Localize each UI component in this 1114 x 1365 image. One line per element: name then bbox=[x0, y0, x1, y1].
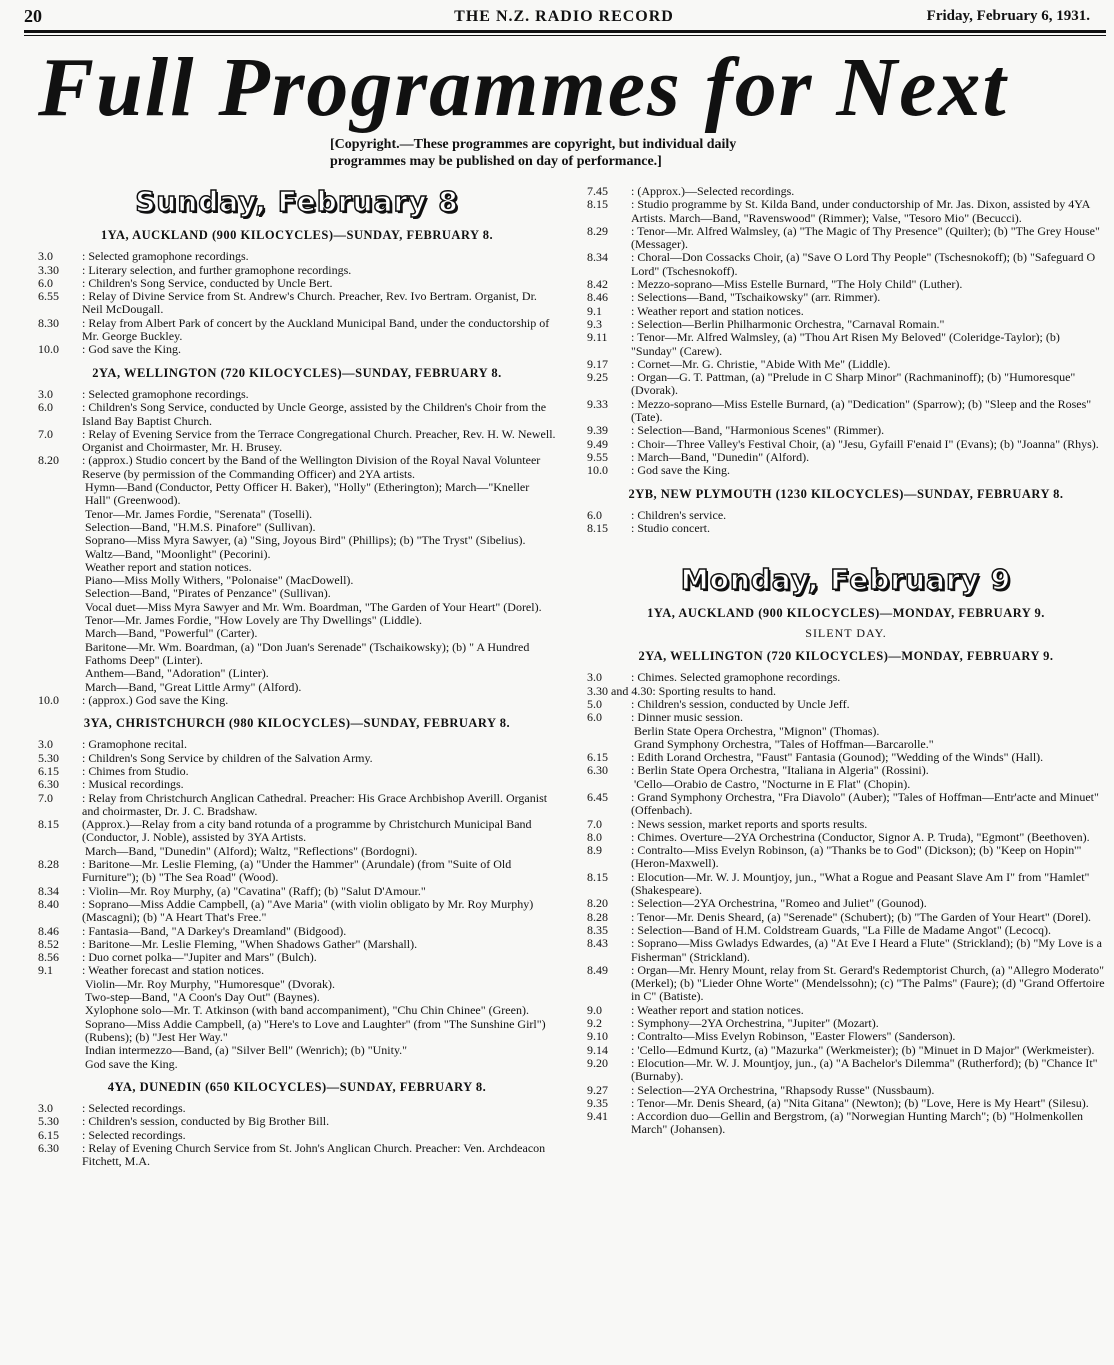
program-item bbox=[38, 951, 556, 964]
program-text: Waltz—Band, "Moonlight" (Pecorini). bbox=[85, 546, 271, 561]
program-text: Tenor—Mr. James Fordie, "Serenata" (Toselli). bbox=[85, 506, 313, 521]
program-item bbox=[38, 250, 556, 263]
program-text: Soprano—Miss Myra Sawyer, (a) "Sing, Joyous Bird" (Phillips); (b) "The Tryst" (Sibelius). bbox=[85, 533, 526, 548]
program-text: : Musical recordings. bbox=[82, 777, 184, 792]
program-text: : Chimes. Overture—2YA Orchestrina (Conductor, Signor A. P. Truda), "Egmont" (Beethoven). bbox=[631, 829, 1090, 844]
program-time: 8.15 bbox=[587, 197, 608, 212]
program-time: 3.0 bbox=[587, 670, 602, 685]
program-item bbox=[587, 751, 1105, 764]
program-text: : Children's Song Service, conducted by Uncle George, assisted by the Children's Choir from the Island Bay Baptist Church. bbox=[82, 400, 547, 428]
program-time: 8.15 bbox=[587, 521, 608, 536]
program-item bbox=[587, 1084, 1105, 1097]
program-item bbox=[587, 1110, 1105, 1137]
program-item bbox=[587, 1044, 1105, 1057]
program-time: 9.27 bbox=[587, 1082, 608, 1097]
program-item bbox=[38, 641, 556, 668]
program-time: 6.0 bbox=[587, 507, 602, 522]
program-time: 9.1 bbox=[587, 303, 602, 318]
program-text: March—Band, "Great Little Army" (Alford). bbox=[85, 679, 302, 694]
program-text: : Selection—2YA Orchestrina, "Rhapsody Russe" (Nussbaum). bbox=[631, 1082, 935, 1097]
station-heading: 1YA, AUCKLAND (900 KILOCYCLES)—SUNDAY, FEBRUARY 8. bbox=[100, 228, 494, 242]
program-item bbox=[587, 1030, 1105, 1043]
program-time: 6.0 bbox=[38, 275, 53, 290]
program-text: : Contralto—Miss Evelyn Robinson, (a) "Thanks be to God" (Dickson); (b) "Keep on Hopin'" (Heron-Maxwell). bbox=[631, 843, 1082, 871]
program-item bbox=[587, 831, 1105, 844]
program-time: 8.0 bbox=[587, 829, 602, 844]
program-time: 8.46 bbox=[38, 923, 59, 938]
program-time: 6.0 bbox=[587, 710, 602, 725]
issue-date: Friday, February 6, 1931. bbox=[926, 8, 1090, 24]
program-item bbox=[38, 401, 556, 428]
program-text: : Selected gramophone recordings. bbox=[82, 386, 249, 401]
program-item bbox=[38, 1115, 556, 1128]
program-item bbox=[38, 481, 556, 508]
program-time: 8.34 bbox=[587, 250, 608, 265]
program-text: : Symphony—2YA Orchestrina, "Jupiter" (Mozart). bbox=[631, 1016, 879, 1031]
program-time: 6.30 bbox=[38, 1141, 59, 1155]
program-item bbox=[587, 1004, 1105, 1017]
program-time: 8.34 bbox=[38, 883, 59, 898]
program-item bbox=[38, 964, 556, 977]
program-list bbox=[38, 738, 556, 1070]
program-text: : Studio concert. bbox=[631, 521, 710, 536]
program-text: Weather report and station notices. bbox=[85, 559, 252, 574]
program-item bbox=[587, 331, 1105, 358]
program-time: 8.46 bbox=[587, 290, 608, 305]
program-text: : Children's Song Service by children of the Salvation Army. bbox=[82, 750, 373, 765]
program-item bbox=[38, 627, 556, 640]
program-time: 8.56 bbox=[38, 950, 59, 965]
program-text: : Mezzo-soprano—Miss Estelle Burnard, "The Holy Child" (Luther). bbox=[631, 277, 963, 292]
program-text: Tenor—Mr. James Fordie, "How Lovely are Thy Dwellings" (Liddle). bbox=[85, 613, 423, 628]
program-item bbox=[38, 601, 556, 614]
program-time: 9.33 bbox=[587, 396, 608, 411]
right-column bbox=[587, 185, 1105, 1137]
day-heading-sunday: Sunday, February 8 bbox=[135, 185, 459, 218]
program-item bbox=[38, 1102, 556, 1115]
program-item bbox=[38, 818, 556, 845]
program-item bbox=[587, 698, 1105, 711]
program-text: : Dinner music session. bbox=[631, 710, 743, 725]
program-time: 6.55 bbox=[38, 289, 59, 304]
program-item bbox=[38, 534, 556, 547]
program-text: : Children's service. bbox=[631, 507, 727, 522]
station-heading: 4YA, DUNEDIN (650 KILOCYCLES)—SUNDAY, FEBRUARY 8. bbox=[107, 1079, 487, 1094]
program-item bbox=[38, 508, 556, 521]
program-item bbox=[587, 1017, 1105, 1030]
program-text: Xylophone solo—Mr. T. Atkinson (with band accompaniment), "Chu Chin Chinee" (Green). bbox=[85, 1003, 529, 1018]
program-item bbox=[587, 844, 1105, 871]
program-time: 6.30 bbox=[587, 763, 608, 778]
program-text: : Duo cornet polka—"Jupiter and Mars" (Bulch). bbox=[82, 950, 317, 965]
program-text: : Soprano—Miss Gwladys Edwardes, (a) "At Eve I Heard a Flute" (Strickland); (b) "My Love is a Fisherman" (Strickland). bbox=[631, 936, 1102, 964]
program-item bbox=[38, 1004, 556, 1017]
program-text: : Choral—Don Cossacks Choir, (a) "Save O Lord Thy People" (Tschesnokoff); (b) "Safeguard O Lord" (Tschesnokoff). bbox=[631, 250, 1096, 278]
program-text: : Violin—Mr. Roy Murphy, (a) "Cavatina" (Raff); (b) "Salut D'Amour." bbox=[82, 883, 426, 898]
program-text: : Gramophone recital. bbox=[82, 737, 187, 752]
program-item bbox=[587, 251, 1105, 278]
program-item bbox=[587, 451, 1105, 464]
station-heading: 2YA, WELLINGTON (720 KILOCYCLES)—SUNDAY, FEBRUARY 8. bbox=[92, 365, 502, 380]
program-text: Grand Symphony Orchestra, "Tales of Hoffman—Barcarolle." bbox=[634, 736, 934, 751]
day-heading-monday: Monday, February 9 bbox=[680, 563, 1012, 597]
program-text: : Accordion duo—Gellin and Bergstrom, (a) "Norwegian Hunting March"; (b) "Holmenkollen March" (Johansen). bbox=[631, 1109, 1084, 1137]
program-text: : News session, market reports and sports results. bbox=[631, 816, 868, 831]
program-item bbox=[38, 938, 556, 951]
program-text: : Tenor—Mr. Alfred Walmsley, (a) "Thou Art Risen My Beloved" (Coleridge-Taylor); (b) "Sunday" (Carew). bbox=[631, 330, 1060, 358]
program-text: : Selection—Band, "Harmonious Scenes" (Rimmer). bbox=[631, 423, 885, 438]
program-item bbox=[587, 671, 1105, 684]
program-time: 8.49 bbox=[587, 962, 608, 977]
program-text: : Grand Symphony Orchestra, "Fra Diavolo" (Auber); "Tales of Hoffman—Entr'acte and Minuet" (Offenbach). bbox=[631, 789, 1099, 818]
program-time: 9.2 bbox=[587, 1016, 602, 1031]
program-text: : God save the King. bbox=[82, 342, 181, 357]
program-time: 8.15 bbox=[587, 869, 608, 884]
program-text: : Selected recordings. bbox=[82, 1127, 186, 1142]
program-item bbox=[587, 438, 1105, 451]
header-rule bbox=[24, 30, 1106, 33]
program-text: : Berlin State Opera Orchestra, "Italiana in Algeria" (Rossini). bbox=[631, 763, 929, 778]
program-text: 'Cello—Orabio de Castro, "Nocturne in E Flat" (Chopin). bbox=[634, 776, 911, 791]
program-text: (Approx.)—Relay from a city band rotunda of a programme by Christchurch Municipal Band (Conductor, J. Noble), assisted by 3YA Artists. bbox=[82, 817, 532, 845]
program-item bbox=[587, 424, 1105, 437]
program-time: 8.30 bbox=[38, 315, 59, 330]
program-item bbox=[38, 858, 556, 885]
program-text: : Cornet—Mr. G. Christie, "Abide With Me" (Liddle). bbox=[631, 356, 891, 371]
program-text: : Choir—Three Valley's Festival Choir, (a) "Jesu, Gyfaill F'enaid I" (Evans); (b) "Joanna" (Rhys). bbox=[631, 436, 1099, 451]
program-time: 8.20 bbox=[587, 896, 608, 911]
program-text: : Organ—Mr. Henry Mount, relay from St. Gerard's Redemptorist Church, (a) "Allegro Moderato" (Merkel); (b) "Lieder Ohne Worte" (Mendelssohn); (c) "The Palms" (Faure); (d) "Grand Offertoire in C" (Batiste). bbox=[631, 962, 1105, 1004]
program-text: : March—Band, "Dunedin" (Alford). bbox=[631, 449, 810, 464]
program-time: 6.0 bbox=[38, 400, 53, 415]
program-text: : (approx.) Studio concert by the Band of the Wellington Division of the Royal Naval Volunteer Reserve (by permission of the Commanding Officer) and 2YA artists. bbox=[82, 453, 541, 481]
program-item bbox=[38, 388, 556, 401]
program-item bbox=[38, 264, 556, 277]
program-text: : (Approx.)—Selected recordings. bbox=[631, 184, 795, 198]
program-list bbox=[38, 250, 556, 356]
program-time: 9.0 bbox=[587, 1002, 602, 1017]
copyright-notice: [Copyright.—These programmes are copyright, but individual daily programmes may be published on day of performance.] bbox=[330, 137, 737, 169]
program-item bbox=[587, 685, 1105, 698]
program-item bbox=[587, 764, 1105, 777]
page-header bbox=[24, 6, 1104, 30]
program-time: 7.45 bbox=[587, 184, 608, 198]
program-text: : Relay of Evening Church Service from St. John's Anglican Church. Preacher: Ven. Archdeacon Fitchett, M.A. bbox=[82, 1141, 546, 1169]
program-text: : Children's session, conducted by Uncle Jeff. bbox=[631, 696, 850, 711]
program-item bbox=[38, 343, 556, 356]
program-text: Selection—Band, "H.M.S. Pinafore" (Sullivan). bbox=[85, 519, 316, 534]
program-time: 8.52 bbox=[38, 936, 59, 951]
program-item bbox=[38, 428, 556, 455]
program-item bbox=[38, 667, 556, 680]
program-item bbox=[587, 778, 1105, 791]
program-item bbox=[587, 791, 1105, 818]
program-item bbox=[38, 290, 556, 317]
program-time: 9.20 bbox=[587, 1055, 608, 1070]
program-item bbox=[587, 924, 1105, 937]
program-time: 7.0 bbox=[587, 816, 602, 831]
program-time: 10.0 bbox=[38, 342, 59, 357]
program-item bbox=[587, 198, 1105, 225]
program-text: : Relay from Albert Park of concert by the Auckland Municipal Band, under the conductorship of Mr. George Buckley. bbox=[82, 315, 550, 344]
program-text: : Weather forecast and station notices. bbox=[82, 963, 265, 978]
program-item bbox=[38, 1058, 556, 1071]
program-text: : Selections—Band, "Tschaikowsky" (arr. Rimmer). bbox=[631, 290, 881, 305]
program-text: : Chimes from Studio. bbox=[82, 763, 189, 778]
program-text: Two-step—Band, "A Coon's Day Out" (Baynes). bbox=[85, 990, 320, 1005]
program-text: : Selection—2YA Orchestrina, "Romeo and Juliet" (Gounod). bbox=[631, 896, 927, 911]
program-list bbox=[38, 388, 556, 707]
program-text: : (approx.) God save the King. bbox=[82, 692, 229, 707]
program-item bbox=[38, 898, 556, 925]
program-time: 3.0 bbox=[38, 737, 53, 752]
program-item bbox=[587, 911, 1105, 924]
program-text: : Selection—Berlin Philharmonic Orchestra, "Carnaval Romain." bbox=[631, 316, 945, 331]
program-time: 9.17 bbox=[587, 356, 608, 371]
program-item bbox=[38, 1044, 556, 1057]
program-time: 3.0 bbox=[38, 386, 53, 401]
program-item bbox=[587, 305, 1105, 318]
program-time: 10.0 bbox=[38, 692, 59, 707]
program-text: : Literary selection, and further gramophone recordings. bbox=[82, 262, 352, 277]
program-time: 8.20 bbox=[38, 453, 59, 468]
program-item bbox=[38, 1142, 556, 1169]
program-text: : Tenor—Mr. Denis Sheard, (a) "Serenade" (Schubert); (b) "The Garden of Your Heart" (Dorel). bbox=[631, 909, 1092, 924]
page-title: Full Programmes for Next bbox=[38, 41, 1008, 134]
program-text: Berlin State Opera Orchestra, "Mignon" (Thomas). bbox=[634, 723, 880, 738]
program-item bbox=[38, 561, 556, 574]
program-text: : Relay of Evening Service from the Terrace Congregational Church. Preacher, Rev. H. W. Newell. Organist and Choirmaster, Mr. H. Brusey. bbox=[82, 426, 556, 455]
program-time: 8.43 bbox=[587, 936, 608, 951]
program-text: : Selected recordings. bbox=[82, 1101, 186, 1116]
program-time: 8.40 bbox=[38, 896, 59, 911]
program-text: : Relay of Divine Service from St. Andrew's Church. Preacher, Rev. Ivo Bertram. Organist, Dr. Neil McDougall. bbox=[82, 289, 537, 317]
program-text: : Children's Song Service, conducted by Uncle Bert. bbox=[82, 275, 333, 290]
program-item bbox=[587, 185, 1105, 198]
program-time: 8.15 bbox=[38, 817, 59, 832]
program-text: Anthem—Band, "Adoration" (Linter). bbox=[85, 666, 269, 681]
station-heading: 2YB, NEW PLYMOUTH (1230 KILOCYCLES)—SUNDAY, FEBRUARY 8. bbox=[628, 486, 1064, 501]
program-item bbox=[587, 964, 1105, 1004]
program-time: 5.30 bbox=[38, 750, 59, 765]
program-item bbox=[587, 1097, 1105, 1110]
program-item bbox=[38, 317, 556, 344]
program-item bbox=[587, 509, 1105, 522]
spacer bbox=[587, 535, 1105, 549]
program-text: Vocal duet—Miss Myra Sawyer and Mr. Wm. Boardman, "The Garden of Your Heart" (Dorel). bbox=[85, 599, 542, 614]
station-heading: 2YA, WELLINGTON (720 KILOCYCLES)—MONDAY, FEBRUARY 9. bbox=[638, 649, 1054, 664]
page-number: 20 bbox=[24, 6, 42, 26]
program-time: 8.28 bbox=[38, 857, 59, 872]
program-time: 9.39 bbox=[587, 423, 608, 438]
program-item bbox=[38, 614, 556, 627]
program-item bbox=[587, 358, 1105, 371]
program-time: 7.0 bbox=[38, 790, 53, 805]
program-item bbox=[38, 574, 556, 587]
program-item bbox=[38, 925, 556, 938]
program-text: : Chimes. Selected gramophone recordings. bbox=[631, 670, 841, 685]
program-time: 9.14 bbox=[587, 1042, 608, 1057]
program-item bbox=[587, 291, 1105, 304]
program-text: : Tenor—Mr. Denis Sheard, (a) "Nita Gitana" (Newton); (b) "Love, Here is My Heart" (Silesu). bbox=[631, 1095, 1089, 1110]
program-time: 6.15 bbox=[587, 750, 608, 765]
program-text: : Selected gramophone recordings. bbox=[82, 249, 249, 264]
program-text: : Organ—G. T. Pattman, (a) "Prelude in C Sharp Minor" (Rachmaninoff); (b) "Humoresque" (Dvorak). bbox=[631, 370, 1076, 398]
program-text: March—Band, "Dunedin" (Alford); Waltz, "Reflections" (Bordogni). bbox=[85, 843, 418, 858]
program-item bbox=[38, 845, 556, 858]
program-text: : Soprano—Miss Addie Campbell, (a) "Ave Maria" (with violin obligato by Mr. Roy Murphy) (Mascagni); (b) "A Heart That's Free." bbox=[82, 896, 534, 925]
program-item bbox=[38, 1129, 556, 1142]
program-item bbox=[587, 398, 1105, 425]
program-list bbox=[38, 1102, 556, 1168]
program-text: March—Band, "Powerful" (Carter). bbox=[85, 626, 258, 641]
program-item bbox=[38, 454, 556, 481]
program-text: : Weather report and station notices. bbox=[631, 1002, 804, 1017]
program-text: Indian intermezzo—Band, (a) "Silver Bell" (Wenrich); (b) "Unity." bbox=[85, 1043, 408, 1058]
program-time: 3.0 bbox=[38, 1101, 53, 1116]
program-item bbox=[38, 778, 556, 791]
program-text: : 'Cello—Edmund Kurtz, (a) "Mazurka" (Werkmeister); (b) "Minuet in D Major" (Werkmeister). bbox=[631, 1042, 1095, 1057]
program-time: 9.55 bbox=[587, 449, 608, 464]
program-time: 9.11 bbox=[587, 330, 608, 345]
program-text: : Children's session, conducted by Big Brother Bill. bbox=[82, 1114, 330, 1129]
program-item bbox=[587, 278, 1105, 291]
silent-day-note: SILENT DAY. bbox=[805, 625, 887, 640]
program-time: 9.35 bbox=[587, 1095, 608, 1110]
program-time: 9.25 bbox=[587, 370, 608, 385]
program-text: Violin—Mr. Roy Murphy, "Humoresque" (Dvorak). bbox=[85, 976, 335, 991]
program-text: : Baritone—Mr. Leslie Fleming, "When Shadows Gather" (Marshall). bbox=[82, 936, 418, 951]
program-text: Soprano—Miss Addie Campbell, (a) "Here's to Love and Laughter" (from "The Sunshine Girl") (Rubens); (b) "Jest Her Way." bbox=[85, 1016, 546, 1044]
spacer bbox=[587, 549, 1105, 563]
program-item bbox=[587, 897, 1105, 910]
program-item bbox=[587, 318, 1105, 331]
program-item bbox=[38, 738, 556, 751]
program-text: : Elocution—Mr. W. J. Mountjoy, jun., "What a Rogue and Peasant Slave Am I" from "Hamlet" (Shakespeare). bbox=[631, 869, 1090, 898]
program-item bbox=[38, 991, 556, 1004]
header-rule-thin bbox=[24, 35, 1106, 36]
program-item bbox=[38, 1018, 556, 1045]
program-time: 6.15 bbox=[38, 1127, 59, 1142]
station-heading: 3YA, CHRISTCHURCH (980 KILOCYCLES)—SUNDAY, FEBRUARY 8. bbox=[83, 716, 511, 731]
program-item bbox=[38, 587, 556, 600]
left-column bbox=[38, 185, 556, 1169]
program-item bbox=[38, 792, 556, 819]
program-text: : God save the King. bbox=[631, 463, 730, 478]
program-list bbox=[587, 671, 1105, 1136]
program-item bbox=[38, 765, 556, 778]
program-time: 9.10 bbox=[587, 1029, 608, 1044]
program-text: : Fantasia—Band, "A Darkey's Dreamland" (Bidgood). bbox=[82, 923, 347, 938]
program-text: : Edith Lorand Orchestra, "Faust" Fantasia (Gounod); "Wedding of the Winds" (Hall). bbox=[631, 750, 1044, 765]
program-time: 9.49 bbox=[587, 436, 608, 451]
program-time: 9.41 bbox=[587, 1109, 608, 1124]
station-heading: 1YA, AUCKLAND (900 KILOCYCLES)—MONDAY, FEBRUARY 9. bbox=[647, 606, 1045, 621]
program-item bbox=[38, 694, 556, 707]
program-list bbox=[587, 185, 1105, 478]
program-time: 7.0 bbox=[38, 426, 53, 441]
program-time: 5.30 bbox=[38, 1114, 59, 1129]
program-text: : Weather report and station notices. bbox=[631, 303, 804, 318]
program-text: : Baritone—Mr. Leslie Fleming, (a) "Under the Hammer" (Arundale) (from "Suite of Old Furniture"); (b) "The Sea Road" (Wood). bbox=[82, 857, 512, 885]
program-text: : Elocution—Mr. W. J. Mountjoy, jun., (a) "A Bachelor's Dilemma" (Rutherford); (b) "Chance It" (Burnaby). bbox=[631, 1055, 1098, 1084]
program-item bbox=[587, 937, 1105, 964]
program-item bbox=[587, 225, 1105, 252]
publication-name: THE N.Z. RADIO RECORD bbox=[454, 8, 674, 25]
program-item bbox=[38, 681, 556, 694]
program-text: Hymn—Band (Conductor, Petty Officer H. Baker), "Holly" (Etherington); March—"Kneller Hall" (Greenwood). bbox=[85, 480, 530, 508]
program-text: : Selection—Band of H.M. Coldstream Guards, "La Fille de Madame Angot" (Lecocq). bbox=[631, 922, 1052, 937]
program-item bbox=[587, 818, 1105, 831]
program-item bbox=[587, 371, 1105, 398]
program-text: : Tenor—Mr. Alfred Walmsley, (a) "The Magic of Thy Presence" (Quilter); (b) "The Grey House" (Messager). bbox=[631, 223, 1100, 252]
program-item bbox=[38, 277, 556, 290]
program-item bbox=[38, 978, 556, 991]
program-time: 3.30 and 4.30 bbox=[587, 683, 653, 698]
program-item bbox=[587, 725, 1105, 738]
program-item bbox=[587, 464, 1105, 477]
program-item bbox=[38, 521, 556, 534]
program-text: : Sporting results to hand. bbox=[652, 683, 776, 698]
program-time: 8.9 bbox=[587, 843, 602, 858]
program-item bbox=[38, 885, 556, 898]
program-text: Baritone—Mr. Wm. Boardman, (a) "Don Juan's Serenade" (Tschaikowsky); (b) " A Hundred Fathoms Deep" (Linter). bbox=[85, 639, 530, 667]
program-text: : Contralto—Miss Evelyn Robinson, "Easter Flowers" (Sanderson). bbox=[631, 1029, 956, 1044]
program-time: 8.29 bbox=[587, 223, 608, 238]
program-text: : Relay from Christchurch Anglican Cathedral. Preacher: His Grace Archbishop Averill. Organist and choirmaster, Dr. J. C. Bradshaw. bbox=[82, 790, 548, 818]
program-item bbox=[587, 738, 1105, 751]
program-time: 5.0 bbox=[587, 696, 602, 711]
program-item bbox=[587, 1057, 1105, 1084]
program-time: 8.42 bbox=[587, 277, 608, 292]
program-item bbox=[38, 548, 556, 561]
program-text: God save the King. bbox=[85, 1056, 178, 1071]
program-item bbox=[587, 711, 1105, 724]
program-time: 10.0 bbox=[587, 463, 608, 478]
program-text: : Studio programme by St. Kilda Band, under conductorship of Mr. Jas. Dixon, assisted by 4YA Artists. March—Band, "Ravenswood" (Rimmer); Valse, "Tesoro Mio" (Becucci). bbox=[631, 197, 1090, 225]
program-time: 6.45 bbox=[587, 789, 608, 804]
program-time: 8.28 bbox=[587, 909, 608, 924]
program-time: 3.0 bbox=[38, 249, 53, 264]
program-list bbox=[587, 509, 1105, 536]
program-time: 6.15 bbox=[38, 763, 59, 778]
program-time: 6.30 bbox=[38, 777, 59, 792]
program-time: 9.3 bbox=[587, 316, 602, 331]
program-time: 8.35 bbox=[587, 922, 608, 937]
program-item bbox=[587, 871, 1105, 898]
program-time: 3.30 bbox=[38, 262, 59, 277]
program-item bbox=[587, 522, 1105, 535]
program-text: Piano—Miss Molly Withers, "Polonaise" (MacDowell). bbox=[85, 573, 354, 588]
program-text: Selection—Band, "Pirates of Penzance" (Sullivan). bbox=[85, 586, 331, 601]
program-text: : Mezzo-soprano—Miss Estelle Burnard, (a) "Dedication" (Sparrow); (b) "Sleep and the Roses" (Tate). bbox=[631, 396, 1092, 425]
program-item bbox=[38, 752, 556, 765]
program-time: 9.1 bbox=[38, 963, 53, 978]
